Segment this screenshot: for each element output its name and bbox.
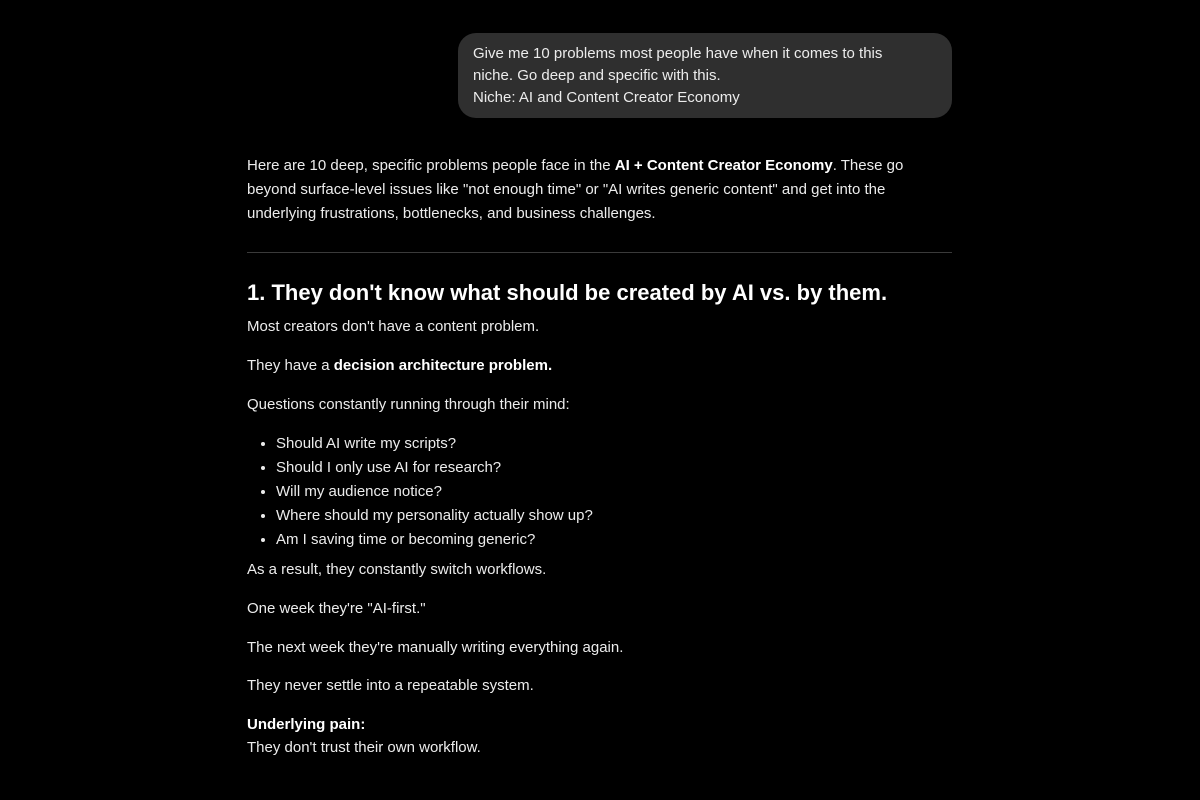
pain-text: They don't trust their own workflow. bbox=[247, 739, 481, 756]
intro-text-start: Here are 10 deep, specific problems people face in the bbox=[247, 157, 615, 174]
paragraph: Most creators don't have a content problem. bbox=[247, 318, 540, 335]
paragraph-bold: decision architecture problem. bbox=[333, 357, 553, 374]
question-list bbox=[247, 432, 593, 552]
pain-label: Underlying pain: bbox=[247, 716, 366, 733]
list-item: • Where should my personality actually show up? bbox=[276, 504, 593, 528]
list-item: • Will my audience notice? bbox=[276, 480, 593, 504]
intro-text-end: . These go beyond surface-level issues like "not enough time" or "AI writes generic content" and get into the underlying frustrations, bottlenecks, and business challenges. bbox=[247, 157, 904, 222]
response-intro bbox=[247, 154, 952, 226]
section-divider bbox=[247, 252, 952, 253]
paragraph: One week they're "AI-first." bbox=[247, 600, 426, 617]
paragraph: As a result, they constantly switch workflows. bbox=[247, 561, 547, 578]
list-item: • Am I saving time or becoming generic? bbox=[276, 528, 593, 552]
paragraph: The next week they're manually writing everything again. bbox=[247, 639, 624, 656]
user-message-line: niche. Go deep and specific with this. bbox=[473, 67, 721, 84]
list-item: • Should I only use AI for research? bbox=[276, 456, 593, 480]
assistant-response bbox=[247, 154, 952, 756]
paragraph: They never settle into a repeatable system. bbox=[247, 677, 534, 694]
user-message-line: Give me 10 problems most people have when it comes to this bbox=[473, 45, 883, 62]
intro-niche-bold: AI + Content Creator Economy bbox=[614, 157, 833, 174]
user-message-line: Niche: AI and Content Creator Economy bbox=[473, 89, 740, 106]
paragraph-text: They have a bbox=[247, 357, 334, 374]
list-item: • Should AI write my scripts? bbox=[276, 432, 593, 456]
paragraph bbox=[247, 355, 552, 377]
user-message-bubble bbox=[458, 33, 952, 118]
paragraph: Questions constantly running through their mind: bbox=[247, 396, 570, 413]
section-heading: 1. They don't know what should be created by AI vs. by them. bbox=[247, 280, 888, 305]
